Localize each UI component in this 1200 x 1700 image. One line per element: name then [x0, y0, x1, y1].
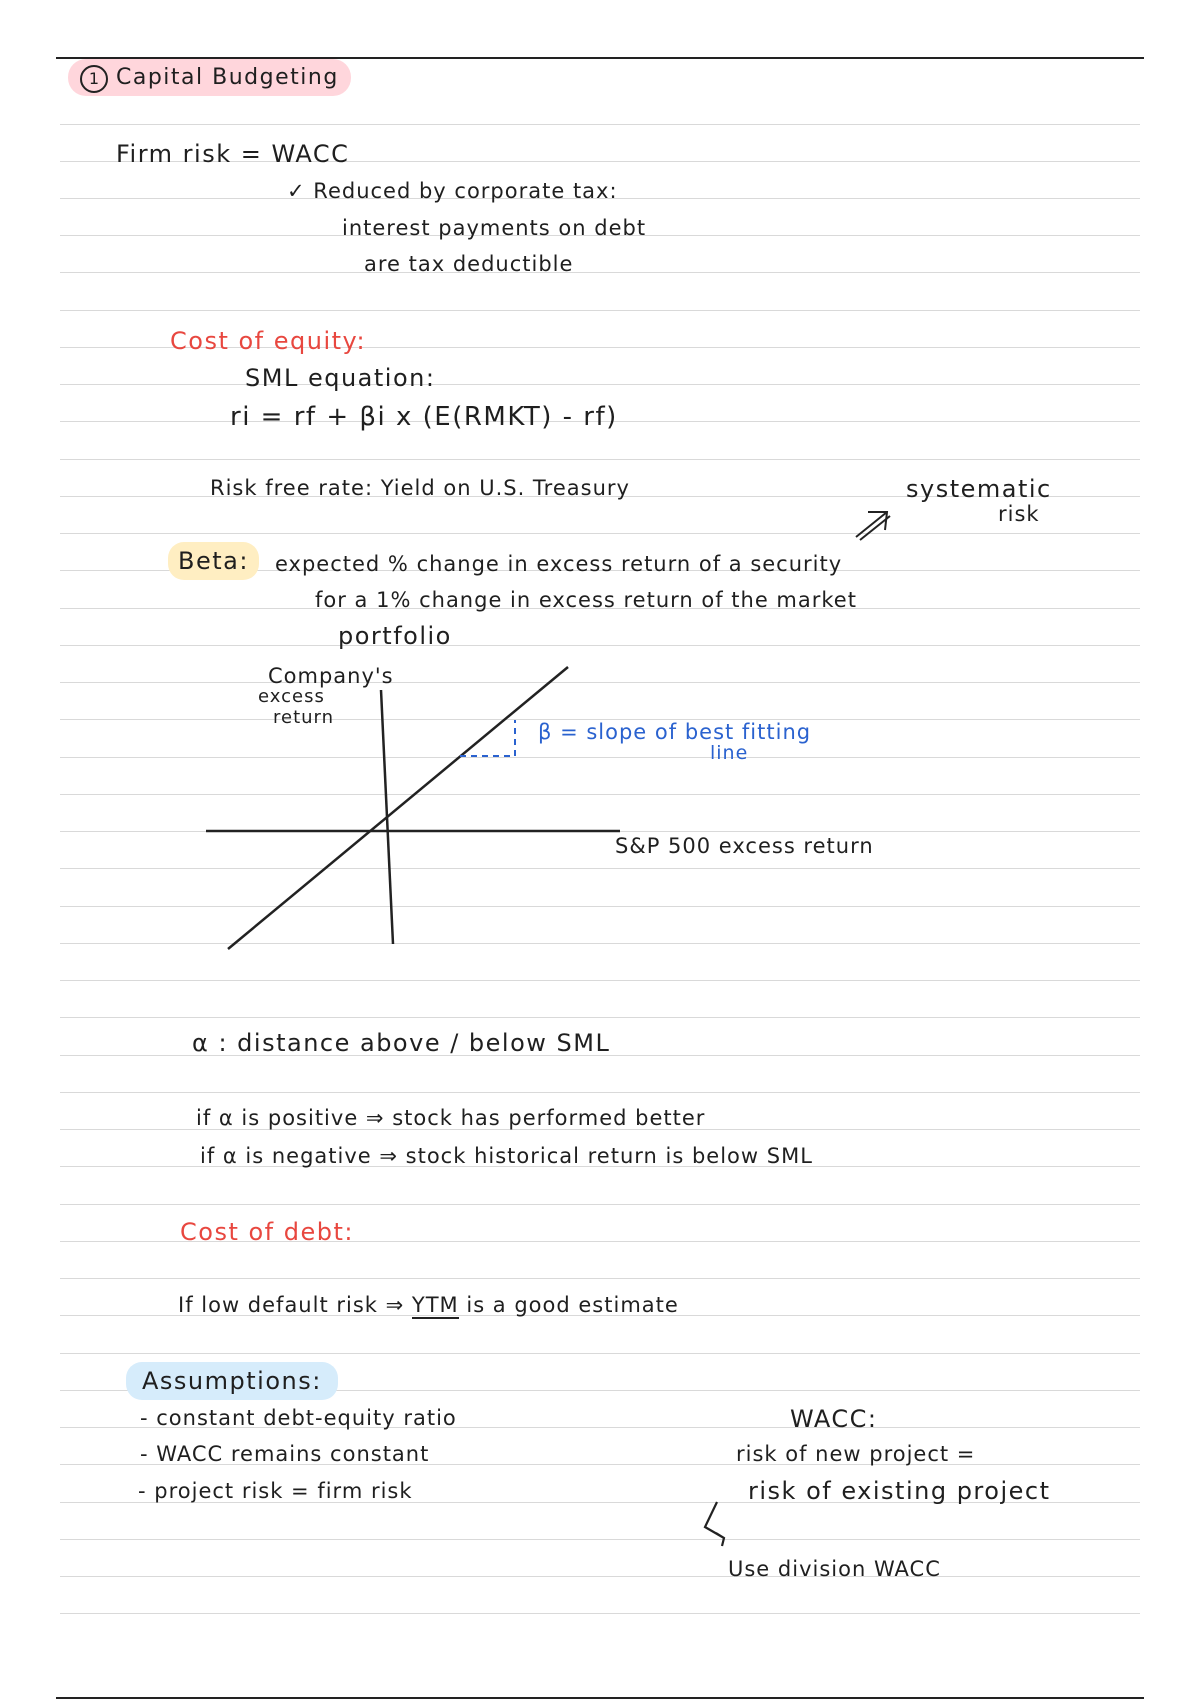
best-fit-line: [228, 664, 568, 949]
tax-note-text: Reduced by corporate tax:: [313, 179, 618, 203]
sml-formula: ri = rf + βi x (E(RMKT) - rf): [230, 402, 618, 432]
alpha-negative: if α is negative ⇒ stock historical return is below SML: [200, 1144, 813, 1168]
assumptions-highlight: Assumptions:: [126, 1362, 338, 1400]
beta-def-line3: portfolio: [338, 622, 452, 650]
wacc-result: Use division WACC: [728, 1557, 941, 1581]
firm-risk-line: Firm risk = WACC: [116, 140, 350, 168]
assumption-item: - project risk = firm risk: [138, 1479, 413, 1503]
cost-of-debt-heading: Cost of debt:: [180, 1218, 354, 1246]
tax-note-line3: are tax deductible: [364, 252, 574, 276]
beta-def-line2: for a 1% change in excess return of the market: [315, 588, 857, 612]
assumption-item: - constant debt-equity ratio: [140, 1406, 457, 1430]
graph-x-label: S&P 500 excess return: [615, 834, 874, 858]
alpha-definition: α : distance above / below SML: [192, 1029, 611, 1057]
section-title: Capital Budgeting: [116, 65, 339, 90]
tax-note-line2: interest payments on debt: [342, 216, 647, 240]
alpha-positive: if α is positive ⇒ stock has performed better: [196, 1106, 706, 1130]
curved-arrow-icon: [705, 1502, 724, 1546]
risk-free-rate: Risk free rate: Yield on U.S. Treasury: [210, 476, 630, 500]
wacc-line2: risk of existing project: [748, 1477, 1051, 1505]
beta-highlight: Beta:: [168, 542, 259, 580]
ytm-term: YTM: [411, 1293, 459, 1317]
arrow-icon: [856, 512, 887, 537]
cost-of-debt-prefix: If low default risk ⇒: [178, 1293, 405, 1317]
graph-y-label-3: return: [273, 707, 335, 728]
wacc-label: WACC:: [790, 1405, 878, 1433]
assumption-item: - WACC remains constant: [140, 1442, 430, 1466]
beta-def-line1: expected % change in excess return of a security: [275, 552, 843, 576]
checkmark-icon: ✓: [287, 179, 306, 203]
cost-of-debt-suffix: is a good estimate: [466, 1293, 679, 1317]
wacc-line1: risk of new project =: [736, 1442, 976, 1466]
graph-y-label-2: excess: [258, 686, 325, 707]
systematic-risk-line2: risk: [998, 502, 1040, 526]
graph-slope-label-1: β = slope of best fitting: [538, 720, 812, 744]
cost-of-equity-heading: Cost of equity:: [170, 327, 367, 355]
systematic-risk-line1: systematic: [906, 475, 1052, 503]
section-number: 1: [80, 65, 108, 93]
sml-label: SML equation:: [245, 364, 436, 392]
graph-slope-label-2: line: [710, 742, 749, 764]
graph-y-label-1: Company's: [268, 664, 394, 688]
